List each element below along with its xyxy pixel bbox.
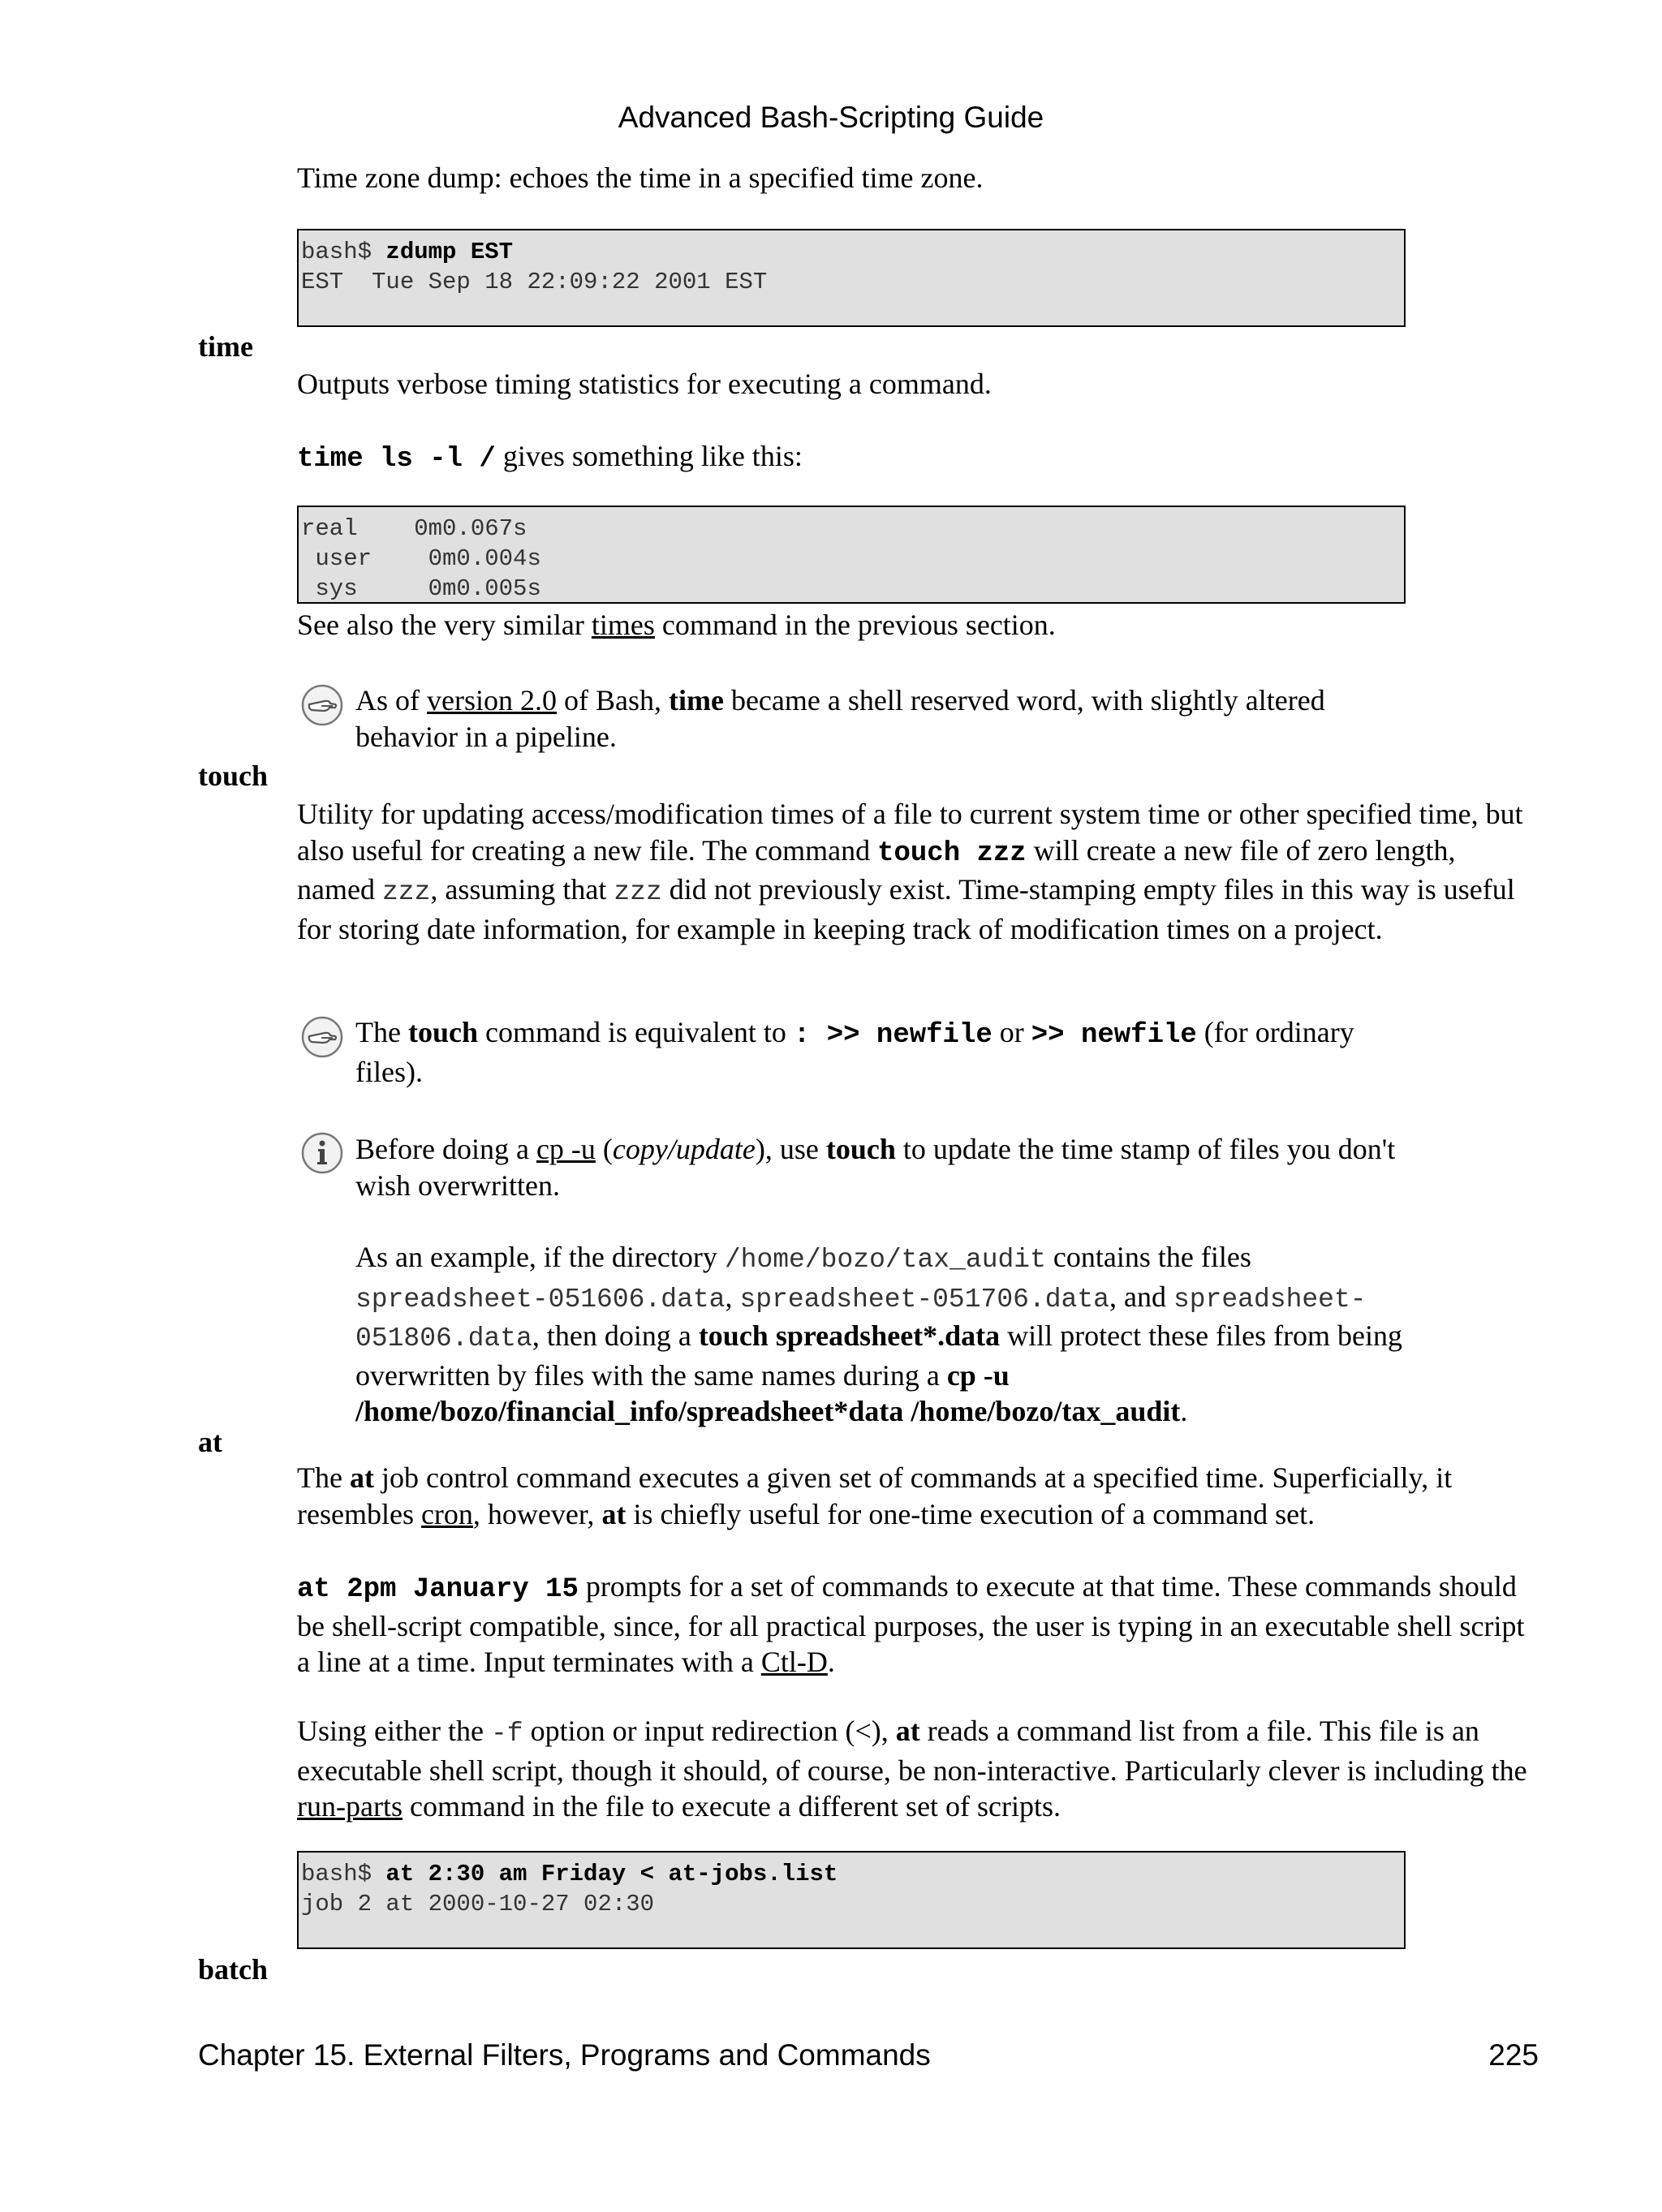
page-footer — [198, 2038, 1539, 2072]
term-touch: touch — [198, 760, 269, 792]
text: command is equivalent to — [477, 1016, 794, 1048]
text: See also the very similar — [297, 609, 592, 641]
text: , assuming that — [430, 873, 614, 906]
inline-command: at 2pm January 15 — [297, 1574, 579, 1605]
text: became a shell reserved word, with slightly altered behavior in a pipeline. — [355, 684, 1325, 753]
chapter-title: Chapter 15. External Filters, Programs and Commands — [198, 2038, 931, 2072]
text: The — [355, 1016, 408, 1048]
filename: spreadsheet-051606.data — [355, 1284, 726, 1315]
inline-command: >> newfile — [1031, 1020, 1197, 1051]
term-batch: batch — [198, 1953, 269, 1986]
bold-text: at — [895, 1715, 920, 1747]
time-description: Outputs verbose timing statistics for executing a command. — [297, 368, 992, 400]
inline-command: touch zzz — [877, 837, 1027, 869]
info-icon — [300, 1131, 344, 1175]
text: command in the previous section. — [654, 609, 1056, 641]
text: As of — [355, 684, 427, 717]
time-see-also — [297, 607, 1531, 643]
text: is chiefly useful for one-time execution of a command set. — [626, 1497, 1315, 1530]
text: command in the file to execute a different set of scripts. — [402, 1790, 1061, 1823]
text: or — [992, 1016, 1031, 1048]
prompt: bash$ — [301, 239, 386, 265]
text: Using either the — [297, 1715, 491, 1747]
text: ( — [595, 1133, 613, 1165]
term-at: at — [198, 1426, 222, 1458]
zdump-description: Time zone dump: echoes the time in a specified time zone. — [297, 161, 984, 194]
bold-text: touch — [825, 1133, 896, 1165]
text: will create a new file of zero length, named — [297, 833, 1456, 906]
filename: spreadsheet-051706.data — [739, 1284, 1109, 1315]
text: Before doing a — [355, 1133, 536, 1165]
at-description — [297, 1460, 1531, 1532]
time-output-box — [297, 506, 1406, 604]
inline-command: : >> newfile — [793, 1020, 992, 1051]
italic-text: copy/update — [612, 1133, 756, 1165]
command: at 2:30 am Friday < at-jobs.list — [385, 1861, 838, 1887]
bold-text: at — [601, 1497, 626, 1530]
at-example-box — [297, 1851, 1406, 1949]
touch-tip-cp-u — [355, 1131, 1427, 1203]
time-note — [355, 682, 1427, 755]
bold-command: touch spreadsheet*.data — [698, 1319, 1001, 1352]
term-time: time — [198, 330, 253, 363]
touch-description — [297, 796, 1531, 947]
filename: zzz — [614, 877, 662, 907]
text: The — [297, 1461, 350, 1494]
text: . — [1180, 1395, 1188, 1427]
text: reads a command list from a file. This file is an executable shell script, though it should, of course, be non-interactive. Particularly clever is including the — [297, 1715, 1527, 1787]
output-line: user 0m0.004s — [301, 545, 541, 572]
text: to update the time stamp of files you don't wish overwritten. — [355, 1133, 1396, 1202]
text: . — [827, 1646, 835, 1678]
bold-text: time — [668, 684, 724, 717]
version-link[interactable]: version 2.0 — [427, 684, 557, 717]
text: As an example, if the directory — [355, 1241, 725, 1273]
bold-command: cp -u /home/bozo/financial_info/spreadsheet*data /home/bozo/tax_audit — [355, 1358, 1181, 1427]
touch-tip-example — [355, 1239, 1427, 1430]
text: gives something like this: — [495, 440, 803, 472]
time-example-line — [297, 438, 1531, 478]
running-header: Advanced Bash-Scripting Guide — [618, 101, 1044, 134]
text: did not previously exist. Time-stamping empty files in this way is useful for storing date information, for example in keeping track of modification times on a project. — [297, 873, 1515, 945]
text: , — [725, 1280, 740, 1313]
text: ), use — [755, 1133, 826, 1165]
ctl-d-link[interactable]: Ctl-D — [760, 1646, 828, 1678]
text: , and — [1109, 1280, 1173, 1313]
text: , however, — [472, 1497, 602, 1530]
bold-text: at — [349, 1461, 374, 1494]
at-file-paragraph — [297, 1713, 1531, 1825]
text: will protect these files from being overwritten by files with the same names during a — [355, 1319, 1403, 1392]
output: job 2 at 2000-10-27 02:30 — [301, 1891, 655, 1917]
text: job control command executes a given set of commands at a specified time. Superficially, it resembles — [297, 1461, 1453, 1530]
prompt: bash$ — [301, 1861, 386, 1887]
option: -f — [490, 1719, 523, 1749]
cp-u-link[interactable]: cp -u — [536, 1133, 596, 1165]
text: option or input redirection (<), — [523, 1715, 896, 1747]
output-line: real 0m0.067s — [301, 515, 527, 542]
page-number: 225 — [1488, 2038, 1539, 2072]
zdump-example-box — [297, 229, 1406, 327]
output: EST Tue Sep 18 22:09:22 2001 EST — [301, 269, 768, 295]
text: Utility for updating access/modification times of a file to current system time or other specified time, but also useful for creating a new file. The command — [297, 798, 1523, 867]
at-example-paragraph — [297, 1569, 1531, 1681]
filename: zzz — [381, 877, 431, 907]
output-line: sys 0m0.005s — [301, 575, 541, 602]
text: , then doing a — [532, 1319, 699, 1352]
filename: spreadsheet-051806.data — [355, 1284, 1367, 1353]
text: of Bash, — [556, 684, 669, 717]
touch-note-equivalent — [355, 1014, 1427, 1090]
pointing-hand-icon — [300, 683, 344, 727]
bold-text: touch — [407, 1016, 478, 1048]
cron-link[interactable]: cron — [420, 1497, 473, 1530]
text: contains the files — [1045, 1241, 1251, 1273]
times-link[interactable]: times — [591, 609, 655, 641]
inline-command: time ls -l / — [297, 444, 496, 475]
run-parts-link[interactable]: run-parts — [297, 1790, 403, 1823]
command: zdump EST — [385, 239, 514, 265]
text: (for ordinary files). — [355, 1016, 1354, 1088]
pointing-hand-icon — [300, 1015, 344, 1059]
directory-path: /home/bozo/tax_audit — [724, 1245, 1046, 1275]
text: prompts for a set of commands to execute at that time. These commands should be shell-script compatible, since, for all practical purposes, the user is typing in an executable shell script a line at a time. Input terminates with a — [297, 1570, 1525, 1678]
